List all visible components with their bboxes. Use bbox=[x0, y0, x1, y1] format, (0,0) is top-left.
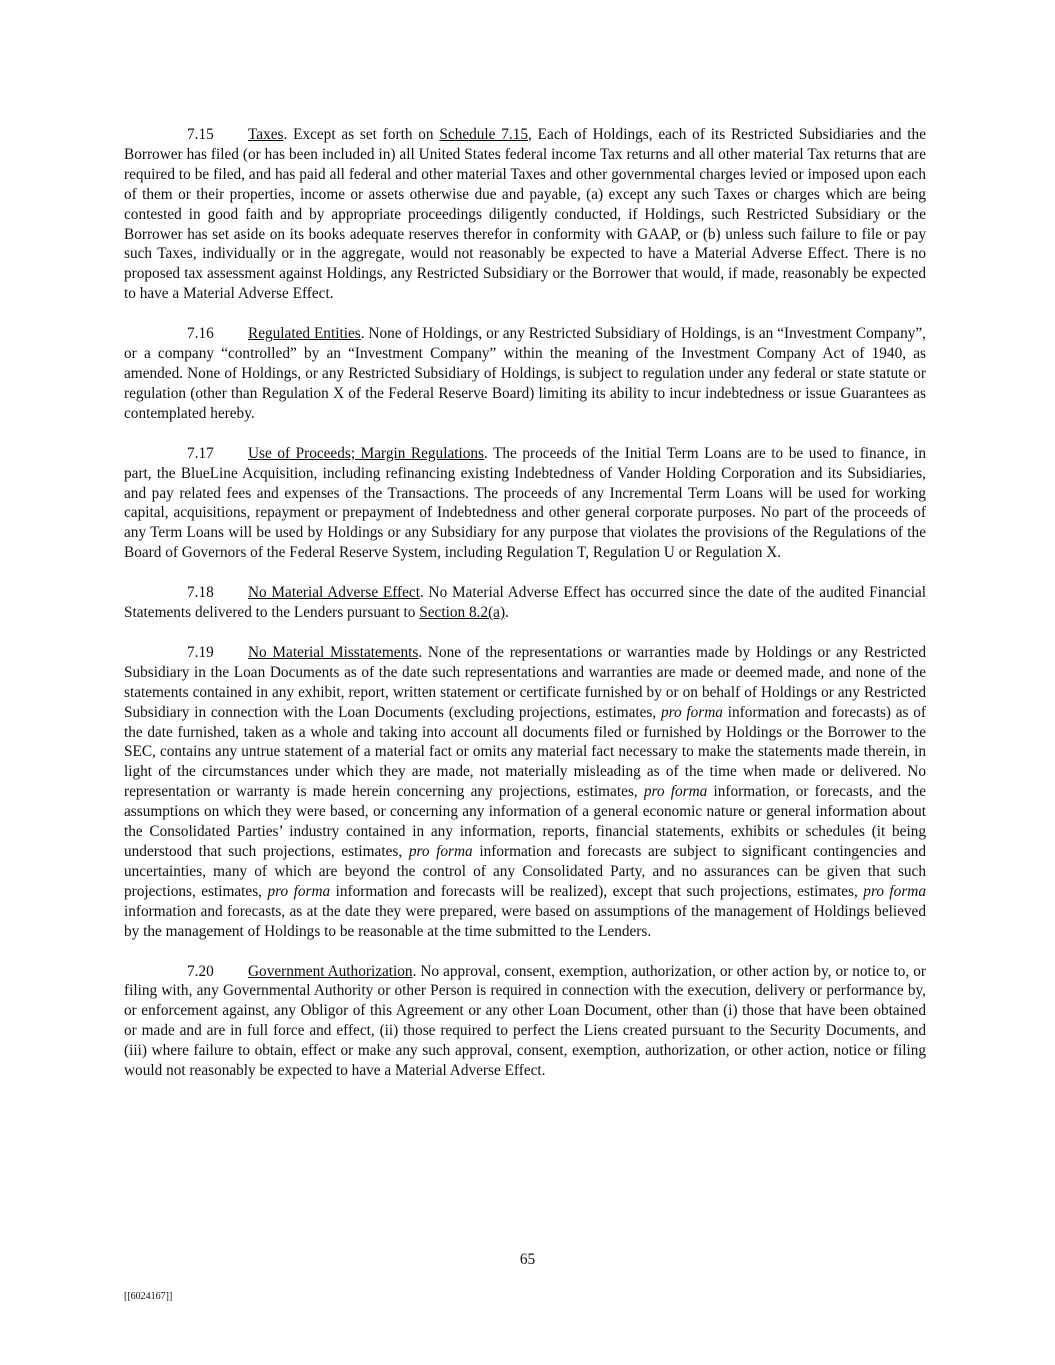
section-number: 7.18 bbox=[187, 584, 214, 602]
italic-term: pro forma bbox=[643, 783, 708, 801]
section-number: 7.16 bbox=[187, 325, 214, 343]
section-number: 7.20 bbox=[187, 962, 214, 980]
section-reference: Section 8.2(a) bbox=[419, 604, 506, 622]
section-7-20: 7.20 Government Authorization. No approval, consent, exemption, authorization, or other action by, or notice to, or filing with, any Governmental Authority or other Person is required in connection with the execution, delivery or performance by, or enforcement against, any Obligor of this Agreement or any other Loan Document, other than (i) those that have been obtained or made and are in full force and effect, (ii) those required to perfect the Liens created pursuant to the Security Documents, and (iii) where failure to obtain, effect or make any such approval, consent, exemption, authorization, or other action, notice or filing would not reasonably be expected to have a Material Adverse Effect. bbox=[124, 962, 927, 1080]
section-heading: Taxes bbox=[248, 126, 284, 143]
italic-term: pro forma bbox=[660, 703, 723, 721]
section-number: 7.15 bbox=[187, 126, 214, 143]
section-heading: Use of Proceeds; Margin Regulations bbox=[248, 444, 484, 462]
section-heading: No Material Misstatements bbox=[248, 643, 419, 661]
section-heading: Government Authorization bbox=[248, 962, 413, 980]
section-7-18: 7.18 No Material Adverse Effect. No Material Adverse Effect has occurred since the date of the audited Financial Statements delivered to the Lenders pursuant to Section 8.2(a). bbox=[124, 584, 926, 622]
section-7-15: 7.15 Taxes. Except as set forth on Schedule 7.15, Each of Holdings, each of its Restricted Subsidiaries and the Borrower has filed (or has been included in) all United States federal income Tax returns and all other material Tax returns that are required to be filed, and has paid all federal and other material Taxes and other governmental charges levied or imposed upon each of them or their properties, income or assets otherwise due and payable, (a) except any such Taxes or charges which are being contested in good faith and by appropriate proceedings diligently conducted, if Holdings, such Restricted Subsidiary or the Borrower has set aside on its books adequate reserves therefor in conformity with GAAP, or (b) unless such failure to file or pay such Taxes, individually or in the aggregate, would not reasonably be expected to have a Material Adverse Effect. There is no proposed tax assessment against Holdings, any Restricted Subsidiary or the Borrower that would, if made, reasonably be expected to have a Material Adverse Effect. bbox=[124, 126, 926, 303]
document-body bbox=[124, 125, 926, 1101]
italic-term: pro forma bbox=[863, 882, 926, 900]
section-7-16: 7.16 Regulated Entities. None of Holdings, or any Restricted Subsidiary of Holdings, is an “Investment Company”, or a company “controlled” by an “Investment Company” within the meaning of the Investment Company Act of 1940, as amended. None of Holdings, or any Restricted Subsidiary of Holdings, is subject to regulation under any federal or state statute or regulation (other than Regulation X of the Federal Reserve Board) limiting its ability to incur indebtedness or issue Guarantees as contemplated hereby. bbox=[124, 325, 927, 422]
italic-term: pro forma bbox=[408, 843, 473, 860]
document-id: [[6024167]] bbox=[124, 1291, 173, 1302]
schedule-reference: Schedule 7.15 bbox=[439, 126, 529, 143]
section-number: 7.19 bbox=[187, 643, 214, 661]
section-7-19: 7.19 No Material Misstatements. None of the representations or warranties made by Holdings or any Restricted Subsidiary in the Loan Documents as of the date such representations and warranties are made or deemed made, and none of the statements contained in any exhibit, report, written statement or certificate furnished by or on behalf of Holdings or any Restricted Subsidiary in connection with the Loan Documents (excluding projections, estimates, pro forma information and forecasts) as of the date furnished, taken as a whole and taking into account all documents filed or furnished by Holdings or the Borrower to the SEC, contains any untrue statement of a material fact or omits any material fact necessary to make the statements made therein, in light of the circumstances under which they are made, not materially misleading as of the time when made or delivered. No representation or warranty is made herein concerning any projections, estimates, pro forma information, or forecasts, and the assumptions on which they were based, or concerning any information of a general economic nature or general information about the Consolidated Parties’ industry contained in any information, reports, financial statements, exhibits or schedules (it being understood that such projections, estimates, pro forma information and forecasts are subject to significant contingencies and uncertainties, many of which are beyond the control of any Consolidated Party, and no assurances can be given that such projections, estimates, pro forma information and forecasts will be realized), except that such projections, estimates, pro forma information and forecasts, as at the date they were prepared, were based on assumptions of the management of Holdings believed by the management of Holdings to be reasonable at the time submitted to the Lenders. bbox=[124, 643, 927, 940]
italic-term: pro forma bbox=[267, 882, 331, 900]
section-number: 7.17 bbox=[187, 444, 214, 462]
page-number: 65 bbox=[519, 1251, 536, 1268]
section-heading: No Material Adverse Effect bbox=[248, 584, 420, 602]
section-7-17: 7.17 Use of Proceeds; Margin Regulations. The proceeds of the Initial Term Loans are to be used to finance, in part, the BlueLine Acquisition, including refinancing existing Indebtedness of Vander Holding Corporation and its Subsidiaries, and pay related fees and expenses of the Transactions. The proceeds of any Incremental Term Loans will be used for working capital, acquisitions, repayment or prepayment of Indebtedness and other general corporate purposes. No part of the proceeds of any Term Loans will be used by Holdings or any Subsidiary for any purpose that violates the provisions of the Regulations of the Board of Governors of the Federal Reserve System, including Regulation T, Regulation U or Regulation X. bbox=[124, 444, 926, 562]
section-heading: Regulated Entities bbox=[248, 325, 361, 343]
